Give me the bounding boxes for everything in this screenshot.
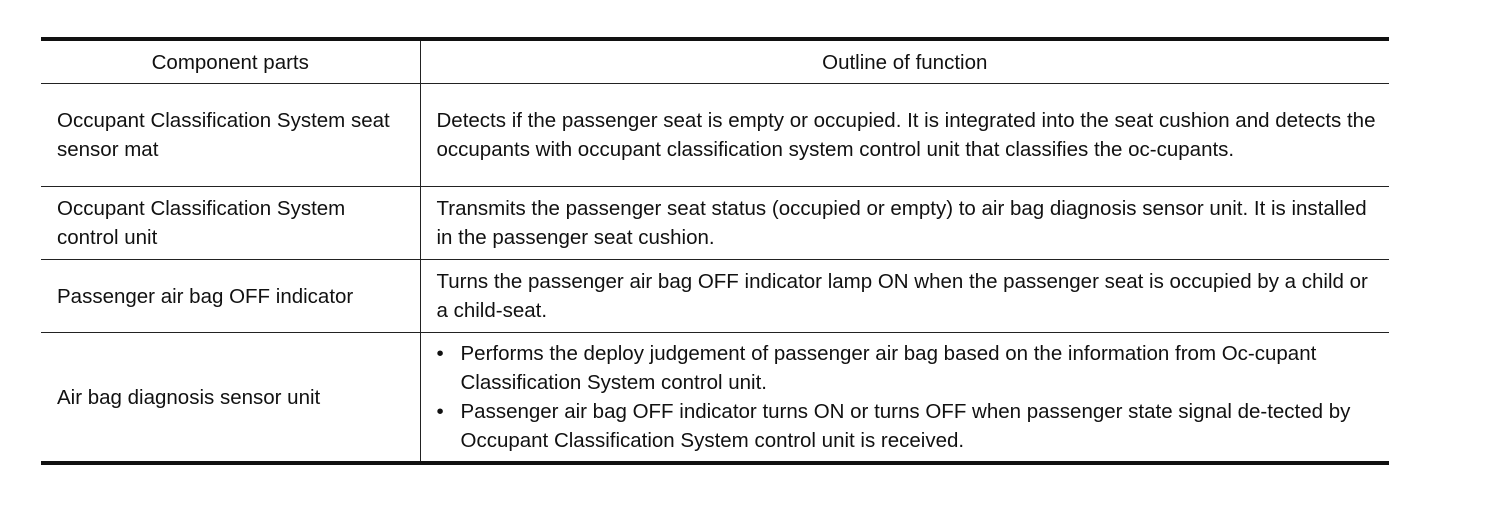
component-function-table <box>41 37 1389 465</box>
table-row <box>41 260 1389 333</box>
function-cell: Turns the passenger air bag OFF indicator lamp ON when the passenger seat is occupied by a child or a child-seat. <box>420 260 1389 333</box>
function-cell: Transmits the passenger seat status (occupied or empty) to air bag diagnosis sensor unit. It is installed in the passenger seat cushion. <box>420 187 1389 260</box>
function-cell <box>420 333 1389 464</box>
bullet-item <box>437 397 1382 455</box>
function-bullet-list <box>437 339 1382 455</box>
component-cell: Passenger air bag OFF indicator <box>41 260 420 333</box>
component-cell: Occupant Classification System seat sensor mat <box>41 84 420 187</box>
bullet-icon: • <box>436 400 444 423</box>
table-row <box>41 187 1389 260</box>
component-cell: Occupant Classification System control unit <box>41 187 420 260</box>
component-cell: Air bag diagnosis sensor unit <box>41 333 420 464</box>
table-row <box>41 333 1389 464</box>
bullet-item <box>437 339 1382 397</box>
header-component-parts: Component parts <box>41 39 420 84</box>
component-function-table-container <box>41 37 1389 465</box>
bullet-icon: • <box>436 342 444 365</box>
table-row <box>41 84 1389 187</box>
header-outline-of-function: Outline of function <box>420 39 1389 84</box>
bullet-text: Passenger air bag OFF indicator turns ON or turns OFF when passenger state signal de-tected by Occupant Classification System control unit is received. <box>460 400 1351 452</box>
function-cell: Detects if the passenger seat is empty or occupied. It is integrated into the seat cushion and detects the occupants with occupant classification system control unit that classifies the oc-cupants. <box>420 84 1389 187</box>
table-header-row <box>41 39 1389 84</box>
bullet-text: Performs the deploy judgement of passenger air bag based on the information from Oc-cupant Classification System control unit. <box>460 342 1317 394</box>
